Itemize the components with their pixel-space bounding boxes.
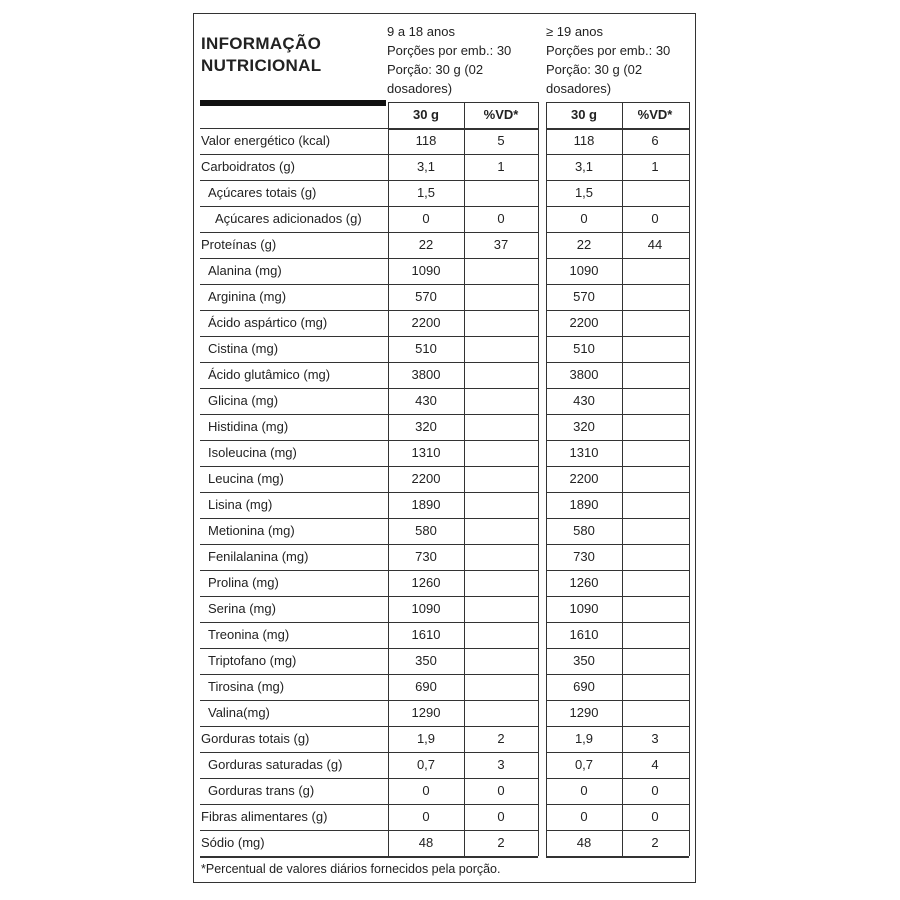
- nutrient-label: Fibras alimentares (g): [201, 809, 328, 824]
- nutrient-value: 1,9: [574, 731, 594, 746]
- nutrient-label: Sódio (mg): [201, 835, 265, 850]
- nutrient-value: 1,5: [574, 185, 594, 200]
- group-portion: Porção: 30 g (02: [387, 62, 484, 77]
- nutrient-value: 37: [493, 237, 509, 252]
- nutrient-value: 3,1: [574, 159, 594, 174]
- nutrient-value: [464, 596, 538, 622]
- nutrient-value: 730: [573, 549, 595, 564]
- nutrient-value: 2200: [569, 315, 599, 330]
- nutrient-value: 1,9: [416, 731, 436, 746]
- group-portion-cont: dosadores): [546, 81, 612, 96]
- nutrient-label: Isoleucina (mg): [208, 445, 297, 460]
- nutrient-label: Valina(mg): [208, 705, 270, 720]
- nutrient-value: [464, 388, 538, 414]
- nutrient-value: [464, 414, 538, 440]
- nutrient-label: Gorduras saturadas (g): [208, 757, 343, 772]
- footnote: *Percentual de valores diários fornecidos pela porção.: [201, 862, 501, 876]
- nutrient-value: 2: [497, 731, 505, 746]
- nutrient-value: 2200: [569, 471, 599, 486]
- nutrient-value: 44: [647, 237, 663, 252]
- group-portion: Porção: 30 g (02: [546, 62, 643, 77]
- nutrient-value: 2: [651, 835, 659, 850]
- nutrient-value: 430: [573, 393, 595, 408]
- nutrient-value: [464, 622, 538, 648]
- nutrient-value: [622, 700, 688, 726]
- nutrient-value: [622, 570, 688, 596]
- table-bottom-line: [546, 856, 689, 858]
- nutrient-value: 0: [497, 783, 505, 798]
- nutrient-value: 1610: [411, 627, 441, 642]
- nutrient-value: [464, 284, 538, 310]
- nutrient-value: 3: [651, 731, 659, 746]
- nutrient-value: 510: [573, 341, 595, 356]
- nutrient-value: [622, 180, 688, 206]
- nutrient-value: 4: [651, 757, 659, 772]
- title-line-1: INFORMAÇÃO: [201, 34, 322, 53]
- nutrient-value: [464, 310, 538, 336]
- nutrient-value: 1090: [411, 263, 441, 278]
- nutrient-label: Alanina (mg): [208, 263, 282, 278]
- nutrient-value: [622, 336, 688, 362]
- nutrient-value: 350: [415, 653, 437, 668]
- nutrient-value: 3,1: [416, 159, 436, 174]
- nutrient-value: [622, 466, 688, 492]
- nutrient-value: 118: [573, 133, 595, 148]
- nutrient-value: 0: [497, 211, 505, 226]
- nutrient-value: 0,7: [574, 757, 594, 772]
- nutrient-value: 48: [576, 835, 592, 850]
- nutrient-label: Treonina (mg): [208, 627, 290, 642]
- nutrient-value: 510: [415, 341, 437, 356]
- nutrient-value: [622, 648, 688, 674]
- nutrient-value: [464, 336, 538, 362]
- nutrient-value: 0,7: [416, 757, 436, 772]
- nutrient-value: [464, 492, 538, 518]
- nutrient-value: 1610: [569, 627, 599, 642]
- nutrient-value: 118: [415, 133, 437, 148]
- nutrient-value: [464, 440, 538, 466]
- nutrient-label: Lisina (mg): [208, 497, 273, 512]
- nutrient-label: Serina (mg): [208, 601, 276, 616]
- group-servings: Porções por emb.: 30: [387, 43, 512, 58]
- nutrient-value: [464, 674, 538, 700]
- nutrient-value: 2: [497, 835, 505, 850]
- nutrient-value: 1090: [411, 601, 441, 616]
- nutrient-label: Prolina (mg): [208, 575, 279, 590]
- nutrient-value: 1290: [569, 705, 599, 720]
- column-divider: [538, 102, 539, 856]
- nutrient-value: 1310: [411, 445, 441, 460]
- title-line-2: NUTRICIONAL: [201, 56, 322, 75]
- nutrient-value: 3: [497, 757, 505, 772]
- nutrient-value: 1290: [411, 705, 441, 720]
- col-header: %VD*: [483, 107, 519, 122]
- nutrient-value: [622, 310, 688, 336]
- nutrient-value: [464, 258, 538, 284]
- nutrient-label: Ácido glutâmico (mg): [208, 367, 331, 382]
- nutrient-value: 690: [573, 679, 595, 694]
- nutrient-label: Cistina (mg): [208, 341, 279, 356]
- nutrient-value: 0: [651, 211, 659, 226]
- nutrient-label: Arginina (mg): [208, 289, 287, 304]
- nutrient-value: [464, 466, 538, 492]
- nutrient-value: [622, 596, 688, 622]
- nutrient-value: 730: [415, 549, 437, 564]
- nutrient-value: [622, 544, 688, 570]
- nutrient-value: [622, 674, 688, 700]
- nutrient-label: Tirosina (mg): [208, 679, 285, 694]
- nutrient-value: [464, 544, 538, 570]
- nutrient-label: Carboidratos (g): [201, 159, 295, 174]
- title-rule: [200, 100, 386, 106]
- nutrient-value: 0: [422, 211, 430, 226]
- nutrient-value: 1260: [411, 575, 441, 590]
- nutrient-value: 0: [422, 783, 430, 798]
- nutrient-label: Gorduras trans (g): [208, 783, 315, 798]
- nutrient-value: [464, 700, 538, 726]
- nutrient-value: [464, 570, 538, 596]
- nutrient-value: 22: [418, 237, 434, 252]
- nutrient-value: 1: [651, 159, 659, 174]
- nutrient-value: 3800: [569, 367, 599, 382]
- nutrient-label: Gorduras totais (g): [201, 731, 310, 746]
- nutrient-label: Fenilalanina (mg): [208, 549, 309, 564]
- group-header-9-18: [387, 22, 537, 98]
- nutrient-value: 3800: [411, 367, 441, 382]
- nutrient-value: [622, 518, 688, 544]
- nutrient-value: 0: [580, 809, 588, 824]
- nutrient-value: 0: [422, 809, 430, 824]
- nutrient-value: [622, 414, 688, 440]
- nutrient-value: 430: [415, 393, 437, 408]
- nutrient-value: 690: [415, 679, 437, 694]
- nutrient-value: 1090: [569, 601, 599, 616]
- nutrient-value: 1,5: [416, 185, 436, 200]
- nutrient-value: [464, 518, 538, 544]
- group-age: ≥ 19 anos: [546, 24, 604, 39]
- nutrient-label: Metionina (mg): [208, 523, 295, 538]
- nutrient-value: 22: [576, 237, 592, 252]
- col-header: 30 g: [412, 107, 439, 122]
- nutrient-label: Leucina (mg): [208, 471, 284, 486]
- nutrient-value: 570: [573, 289, 595, 304]
- group-servings: Porções por emb.: 30: [546, 43, 671, 58]
- group-header-19-plus: [546, 22, 696, 98]
- nutrient-value: [464, 648, 538, 674]
- nutrient-value: [622, 362, 688, 388]
- column-divider: [689, 102, 690, 856]
- group-portion-cont: dosadores): [387, 81, 453, 96]
- nutrient-value: 0: [497, 809, 505, 824]
- nutrient-value: 580: [415, 523, 437, 538]
- nutrient-value: [622, 492, 688, 518]
- nutrient-value: 6: [651, 133, 659, 148]
- nutrient-value: 0: [580, 783, 588, 798]
- nutrient-value: 1890: [569, 497, 599, 512]
- nutrient-value: 1890: [411, 497, 441, 512]
- nutrient-value: 0: [580, 211, 588, 226]
- nutrient-value: 1310: [569, 445, 599, 460]
- nutrient-value: 48: [418, 835, 434, 850]
- nutrient-value: [464, 180, 538, 206]
- nutrient-value: 2200: [411, 315, 441, 330]
- nutrient-label: Valor energético (kcal): [201, 133, 331, 148]
- nutrient-value: 570: [415, 289, 437, 304]
- nutrient-value: [622, 258, 688, 284]
- nutrient-label: Triptofano (mg): [208, 653, 297, 668]
- nutrient-value: 1260: [569, 575, 599, 590]
- nutrient-value: 320: [573, 419, 595, 434]
- nutrient-value: 350: [573, 653, 595, 668]
- nutrient-label: Proteínas (g): [201, 237, 277, 252]
- nutrient-value: 0: [651, 809, 659, 824]
- nutrient-label: Histidina (mg): [208, 419, 289, 434]
- group-age: 9 a 18 anos: [387, 24, 455, 39]
- nutrient-label: Ácido aspártico (mg): [208, 315, 328, 330]
- nutrient-value: 320: [415, 419, 437, 434]
- nutrient-value: [622, 440, 688, 466]
- col-header: 30 g: [570, 107, 597, 122]
- nutrient-value: 0: [651, 783, 659, 798]
- nutrient-value: [622, 388, 688, 414]
- col-header: %VD*: [637, 107, 673, 122]
- table-bottom-line: [200, 856, 538, 858]
- nutrient-value: 580: [573, 523, 595, 538]
- nutrient-value: [622, 622, 688, 648]
- nutrient-value: 5: [497, 133, 505, 148]
- nutrient-label: Glicina (mg): [208, 393, 279, 408]
- nutrient-value: [464, 362, 538, 388]
- nutrient-label: Açúcares totais (g): [208, 185, 317, 200]
- nutrient-value: [622, 284, 688, 310]
- nutrient-value: 1: [497, 159, 505, 174]
- panel-title: [201, 33, 321, 77]
- nutrient-label: Açúcares adicionados (g): [215, 211, 362, 226]
- nutrient-value: 2200: [411, 471, 441, 486]
- nutrient-value: 1090: [569, 263, 599, 278]
